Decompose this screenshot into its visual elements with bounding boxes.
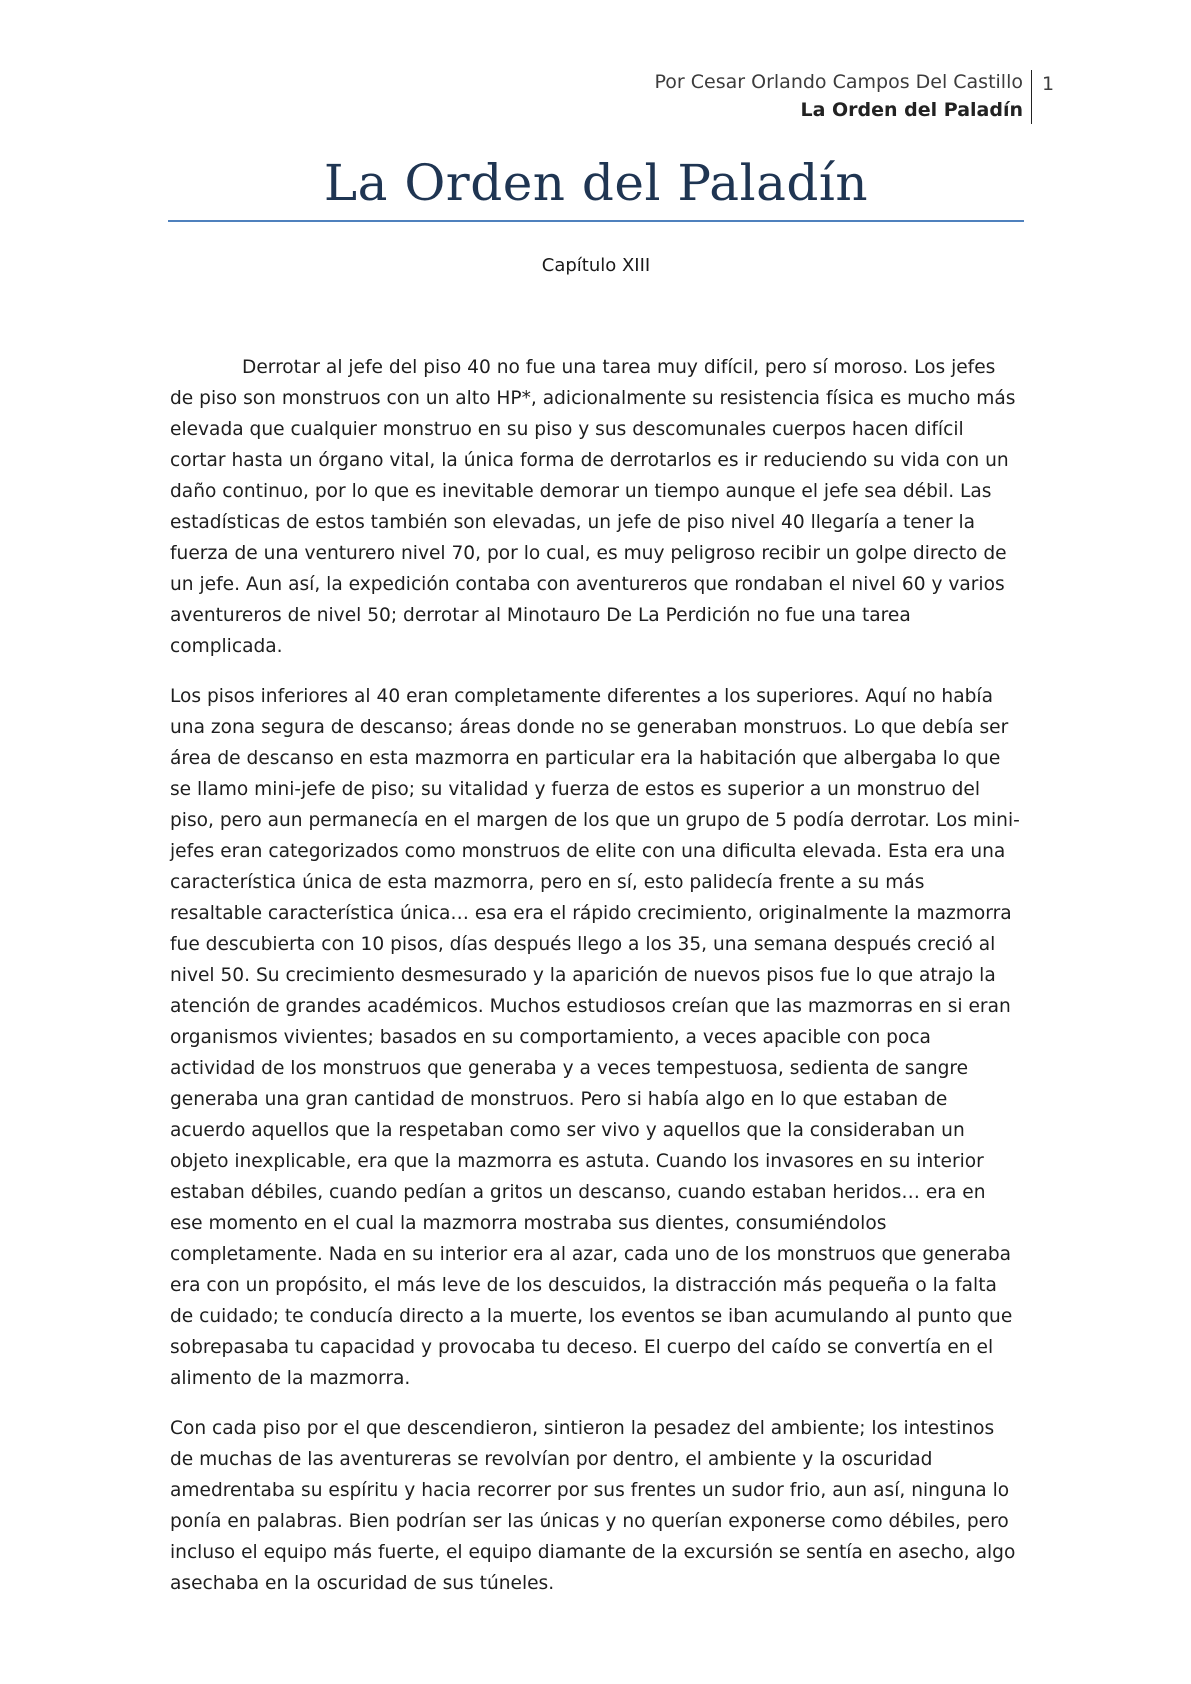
title-underline <box>168 220 1024 222</box>
paragraph: Derrotar al jefe del piso 40 no fue una tarea muy difícil, pero sí moroso. Los jefes de piso son monstruos con un alto HP*, adicionalmente su resistencia física es mucho más elevada que cualquier monstruo en su piso y sus descomunales cuerpos hacen difícil cortar hasta un órgano vital, la única forma de derrotarlos es ir reduciendo su vida con un daño continuo, por lo que es inevitable demorar un tiempo aunque el jefe sea débil. Las estadísticas de estos también son elevadas, un jefe de piso nivel 40 llegaría a tener la fuerza de una venturero nivel 70, por lo cual, es muy peligroso recibir un golpe directo de un jefe. Aun así, la expedición contaba con aventureros que rondaban el nivel 60 y varios aventureros de nivel 50; derrotar al Minotauro De La Perdición no fue una tarea complicada. <box>170 357 1016 657</box>
header-book-title: La Orden del Paladín <box>800 99 1023 121</box>
paragraph: Con cada piso por el que descendieron, sintieron la pesadez del ambiente; los intestinos de muchas de las aventureras se revolvían por dentro, el ambiente y la oscuridad amedrentaba su espíritu y hacia recorrer por sus frentes un sudor frio, aun así, ninguna lo ponía en palabras. Bien podrían ser las únicas y no querían exponerse como débiles, pero incluso el equipo más fuerte, el equipo diamante de la excursión se sentía en asecho, algo asechaba en la oscuridad de sus túneles. <box>170 1418 1016 1594</box>
header-divider <box>1031 70 1032 124</box>
body-text <box>170 352 1022 1618</box>
document-title: La Orden del Paladín <box>323 154 869 212</box>
page-number: 1 <box>1042 73 1055 95</box>
page-header <box>655 68 1023 124</box>
header-author: Por Cesar Orlando Campos Del Castillo <box>654 71 1023 93</box>
paragraph: Los pisos inferiores al 40 eran completamente diferentes a los superiores. Aquí no había una zona segura de descanso; áreas donde no se generaban monstruos. Lo que debía ser área de descanso en esta mazmorra en particular era la habitación que albergaba lo que se llamo mini-jefe de piso; su vitalidad y fuerza de estos es superior a un monstruo del piso, pero aun permanecía en el margen de los que un grupo de 5 podía derrotar. Los mini-jefes eran categorizados como monstruos de elite con una dificulta elevada. Esta era una característica única de esta mazmorra, pero en sí, esto palidecía frente a su más resaltable característica única… esa era el rápido crecimiento, originalmente la mazmorra fue descubierta con 10 pisos, días después llego a los 35, una semana después creció al nivel 50. Su crecimiento desmesurado y la aparición de nuevos pisos fue lo que atrajo la atención de grandes académicos. Muchos estudiosos creían que las mazmorras en si eran organismos vivientes; basados en su comportamiento, a veces apacible con poca actividad de los monstruos que generaba y a veces tempestuosa, sedienta de sangre generaba una gran cantidad de monstruos. Pero si había algo en lo que estaban de acuerdo aquellos que la respetaban como ser vivo y aquellos que la consideraban un objeto inexplicable, era que la mazmorra es astuta. Cuando los invasores en su interior estaban débiles, cuando pedían a gritos un descanso, cuando estaban heridos… era en ese momento en el cual la mazmorra mostraba sus dientes, consumiéndolos completamente. Nada en su interior era al azar, cada uno de los monstruos que generaba era con un propósito, el más leve de los descuidos, la distracción más pequeña o la falta de cuidado; te conducía directo a la muerte, los eventos se iban acumulando al punto que sobrepasaba tu capacidad y provocaba tu deceso. El cuerpo del caído se convertía en el alimento de la mazmorra. <box>170 686 1020 1389</box>
chapter-heading: Capítulo XIII <box>541 255 651 276</box>
